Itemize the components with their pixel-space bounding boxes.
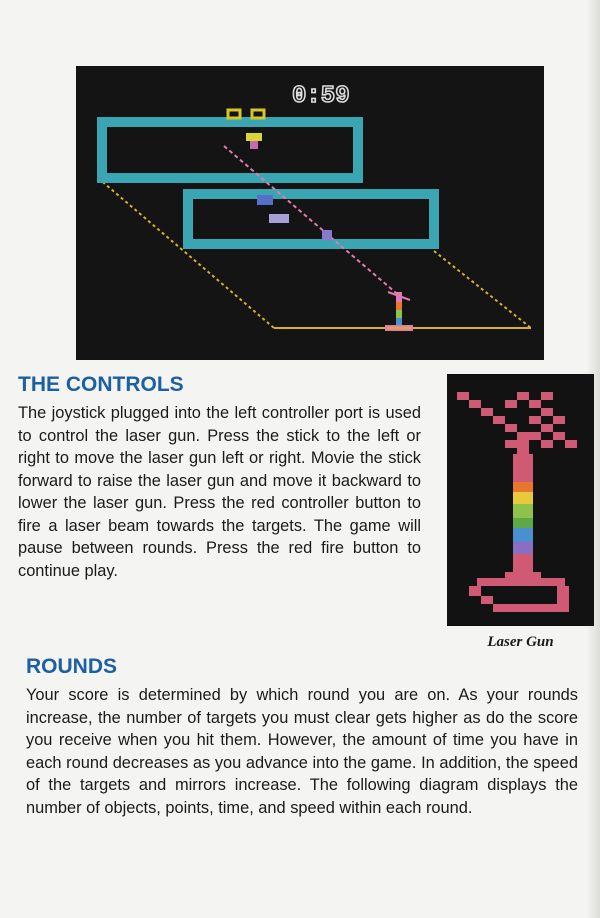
game-scene (76, 66, 544, 360)
target-low (322, 230, 332, 240)
laser-gun-head (457, 392, 577, 454)
laser-gun-base (469, 572, 569, 612)
target-top (246, 133, 262, 149)
controls-paragraph: The joystick plugged into the left controller port is used to control the laser gun. Press the stick to the left or right to move the laser gun left or right. Movie the stick forward to raise the laser gun and move it backward to lower the laser gun. Press the red controller button to fire a laser beam towards the targets. The game will pause between rounds. Press the red fire button to continue play. (18, 404, 421, 580)
laser-gun-barrel (513, 454, 533, 572)
laser-gun-illustration (447, 374, 594, 626)
laser-gun-ingame (386, 292, 412, 330)
laser-gun-caption: Laser Gun (487, 634, 554, 650)
score-marker (228, 110, 264, 118)
target-mirror (269, 214, 289, 223)
game-screenshot (76, 66, 544, 360)
target-mid (257, 195, 273, 205)
rounds-heading: ROUNDS (26, 655, 118, 678)
field-right-edge (434, 251, 531, 328)
controls-heading: THE CONTROLS (18, 373, 184, 396)
rounds-paragraph: Your score is determined by which round you are on. As your rounds increase, the number of targets you must clear gets higher as do the score you receive when you hit them. However, the amount of time you have in each round decreases as you advance into the game. In addition, the speed of the targets and mirrors increase. The following diagram displays the number of objects, points, time, and speed within each round. (26, 686, 578, 817)
game-timer: 0:59 (292, 83, 350, 110)
laser-beam (224, 146, 402, 298)
laser-gun-figure (447, 374, 594, 626)
